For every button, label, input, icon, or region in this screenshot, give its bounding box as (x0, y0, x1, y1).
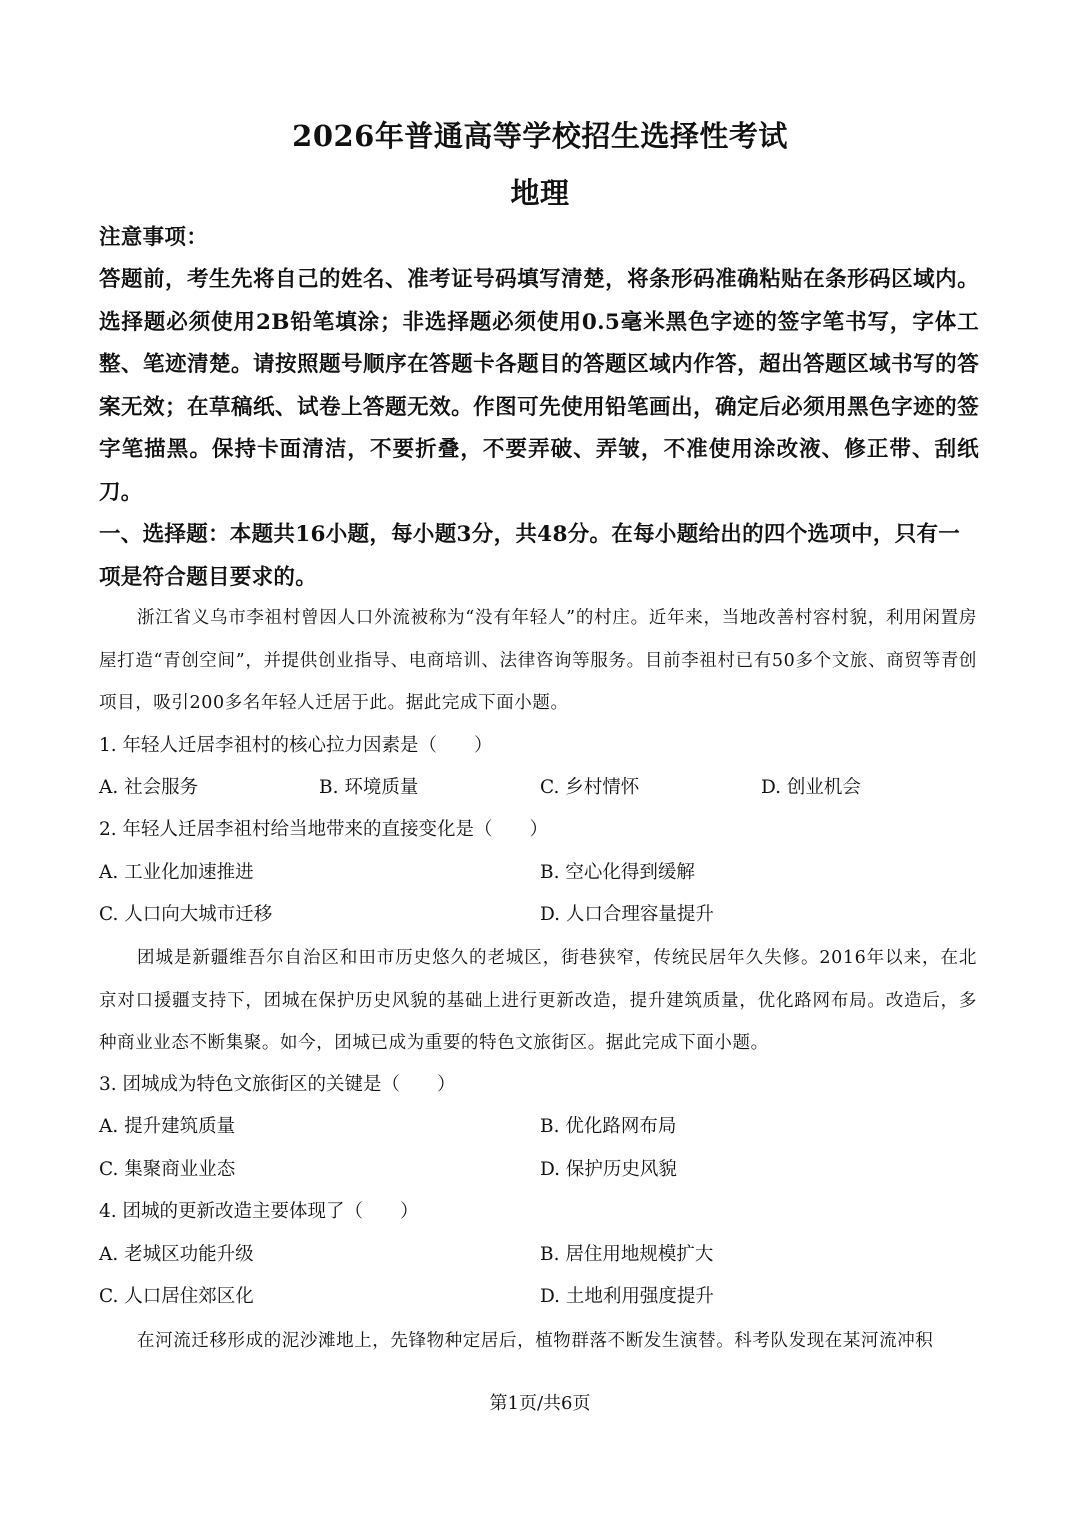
question-3-option-d[interactable]: D. 保护历史风貌 (540, 1159, 677, 1180)
page-footer: 第1页/共6页 (489, 1393, 591, 1414)
question-4-option-c[interactable]: C. 人口居住郊区化 (99, 1286, 254, 1307)
section-heading: 一、选择题：本题共16小题，每小题3分，共48分。在每小题给出的四个选项中，只有一项是符合题目要求的。 (99, 522, 961, 590)
question-1-option-d[interactable]: D. 创业机会 (761, 777, 861, 798)
question-4-stem: 4. 团城的更新改造主要体现了（ ） (99, 1201, 419, 1222)
question-4-option-a[interactable]: A. 老城区功能升级 (99, 1244, 254, 1265)
question-4-option-b[interactable]: B. 居住用地规模扩大 (540, 1244, 714, 1265)
question-2-option-c[interactable]: C. 人口向大城市迁移 (99, 904, 273, 925)
notice-heading: 注意事项： (99, 225, 209, 250)
question-4-option-d[interactable]: D. 土地利用强度提升 (540, 1286, 714, 1307)
passage-river-succession: 在河流迁移形成的泥沙滩地上，先锋物种定居后，植物群落不断发生演替。科考队发现在某河流冲积 (137, 1331, 934, 1351)
question-3-stem: 3. 团城成为特色文旅街区的关键是（ ） (99, 1074, 456, 1095)
question-2-option-d[interactable]: D. 人口合理容量提升 (540, 904, 714, 925)
question-1-stem: 1. 年轻人迁居李祖村的核心拉力因素是（ ） (99, 735, 493, 756)
question-1-option-a[interactable]: A. 社会服务 (99, 777, 199, 798)
passage-tuancheng: 团城是新疆维吾尔自治区和田市历史悠久的老城区，街巷狭窄，传统民居年久失修。2016年以来，在北京对口援疆支持下，团城在保护历史风貌的基础上进行更新改造，提升建筑质量，优化路网布局。改造后，多种商业业态不断集聚。如今，团城已成为重要的特色文旅街区。据此完成下面小题。 (99, 948, 977, 1053)
passage-lizu-village: 浙江省义乌市李祖村曾因人口外流被称为“没有年轻人”的村庄。近年来，当地改善村容村貌，利用闲置房屋打造“青创空间”，并提供创业指导、电商培训、法律咨询等服务。目前李祖村已有50多个文旅、商贸等青创项目，吸引200多名年轻人迁居于此。据此完成下面小题。 (99, 608, 977, 713)
question-1-option-b[interactable]: B. 环境质量 (319, 777, 419, 798)
question-3-option-c[interactable]: C. 集聚商业业态 (99, 1159, 236, 1180)
notice-body: 答题前，考生先将自己的姓名、准考证号码填写清楚，将条形码准确粘贴在条形码区域内。选择题必须使用2B铅笔填涂；非选择题必须使用0.5毫米黑色字迹的签字笔书写，字体工整、笔迹清楚。请按照题号顺序在答题卡各题目的答题区域内作答，超出答题区域书写的答案无效；在草稿纸、试卷上答题无效。作图可先使用铅笔画出，确定后必须用黑色字迹的签字笔描黑。保持卡面清洁，不要折叠，不要弄破、弄皱，不准使用涂改液、修正带、刮纸刀。 (99, 267, 979, 505)
question-2-option-a[interactable]: A. 工业化加速推进 (99, 862, 254, 883)
subject-title: 地理 (510, 176, 570, 210)
question-3-option-a[interactable]: A. 提升建筑质量 (99, 1116, 236, 1137)
question-2-option-b[interactable]: B. 空心化得到缓解 (540, 862, 695, 883)
exam-title: 2026年普通高等学校招生选择性考试 (292, 119, 788, 153)
question-2-stem: 2. 年轻人迁居李祖村给当地带来的直接变化是（ ） (99, 819, 549, 840)
question-1-option-c[interactable]: C. 乡村情怀 (540, 777, 640, 798)
question-3-option-b[interactable]: B. 优化路网布局 (540, 1116, 677, 1137)
